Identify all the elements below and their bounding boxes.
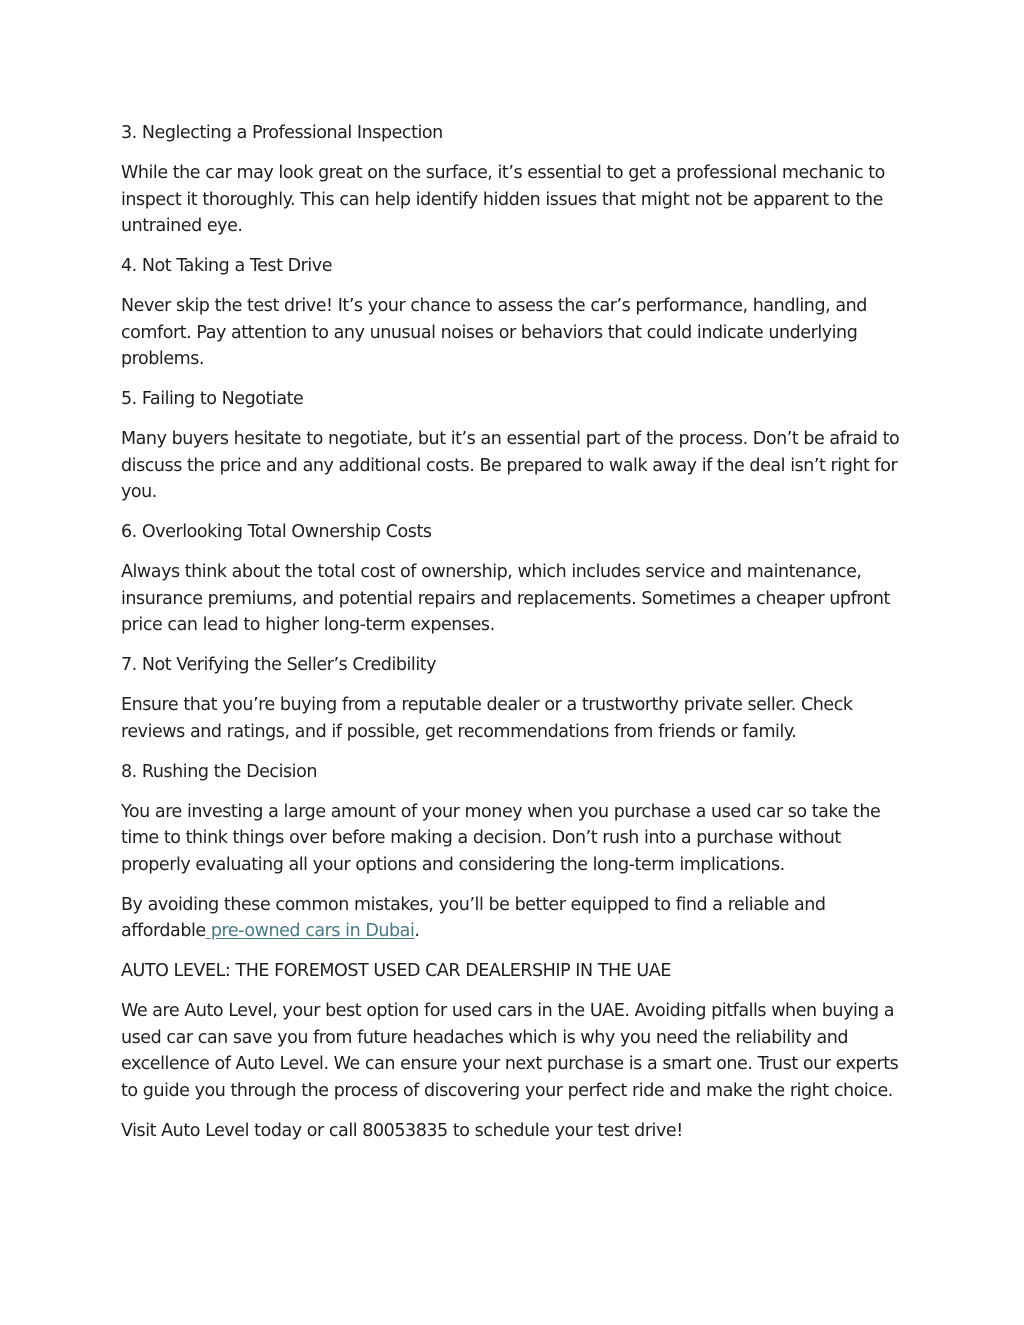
section-heading-rushing-decision: 8. Rushing the Decision bbox=[121, 761, 317, 782]
dealership-heading: AUTO LEVEL: THE FOREMOST USED CAR DEALERSHIP IN THE UAE bbox=[121, 961, 671, 981]
section-heading-negotiate: 5. Failing to Negotiate bbox=[121, 389, 304, 409]
document-page bbox=[121, 120, 906, 1158]
section-heading-seller-credibility: 7. Not Verifying the Seller’s Credibility bbox=[121, 655, 437, 675]
pre-owned-cars-link[interactable]: pre-owned cars in Dubai bbox=[205, 921, 415, 941]
section-body-test-drive: Never skip the test drive! It’s your chance to assess the car’s performance, handling, and comfort. Pay attention to any unusual noises or behaviors that could indicate underlying problems. bbox=[121, 296, 867, 369]
conclusion-paragraph bbox=[121, 892, 906, 945]
section-body-professional-inspection: While the car may look great on the surface, it’s essential to get a professional mechanic to inspect it thoroughly. This can help identify hidden issues that might not be apparent to the untrained eye. bbox=[121, 163, 885, 236]
section-body-rushing-decision: You are investing a large amount of your money when you purchase a used car so take the time to think things over before making a decision. Don’t rush into a purchase without properly evaluating all your options and considering the long-term implications. bbox=[121, 801, 881, 875]
conclusion-text: By avoiding these common mistakes, you’ll be better equipped to find a reliable and affordable bbox=[121, 894, 826, 941]
section-heading-professional-inspection: 3. Neglecting a Professional Inspection bbox=[121, 123, 443, 143]
section-body-seller-credibility: Ensure that you’re buying from a reputable dealer or a trustworthy private seller. Check reviews and ratings, and if possible, get recommendations from friends or family. bbox=[121, 695, 853, 742]
call-to-action: Visit Auto Level today or call 80053835 to schedule your test drive! bbox=[121, 1120, 683, 1141]
section-heading-ownership-costs: 6. Overlooking Total Ownership Costs bbox=[121, 522, 432, 542]
section-body-ownership-costs: Always think about the total cost of ownership, which includes service and maintenance, insurance premiums, and potential repairs and replacements. Sometimes a cheaper upfront price can lead to higher long-term expenses. bbox=[121, 562, 890, 635]
conclusion-period: . bbox=[414, 921, 420, 941]
dealership-body: We are Auto Level, your best option for used cars in the UAE. Avoiding pitfalls when buying a used car can save you from future headaches which is why you need the reliability and excellence of Auto Level. We can ensure your next purchase is a smart one. Trust our experts to guide you through the process of discovering your perfect ride and make the right choice. bbox=[121, 1001, 899, 1101]
section-body-negotiate: Many buyers hesitate to negotiate, but it’s an essential part of the process. Don’t be afraid to discuss the price and any additional costs. Be prepared to walk away if the deal isn’t right for you. bbox=[121, 429, 900, 502]
section-heading-test-drive: 4. Not Taking a Test Drive bbox=[121, 256, 333, 276]
